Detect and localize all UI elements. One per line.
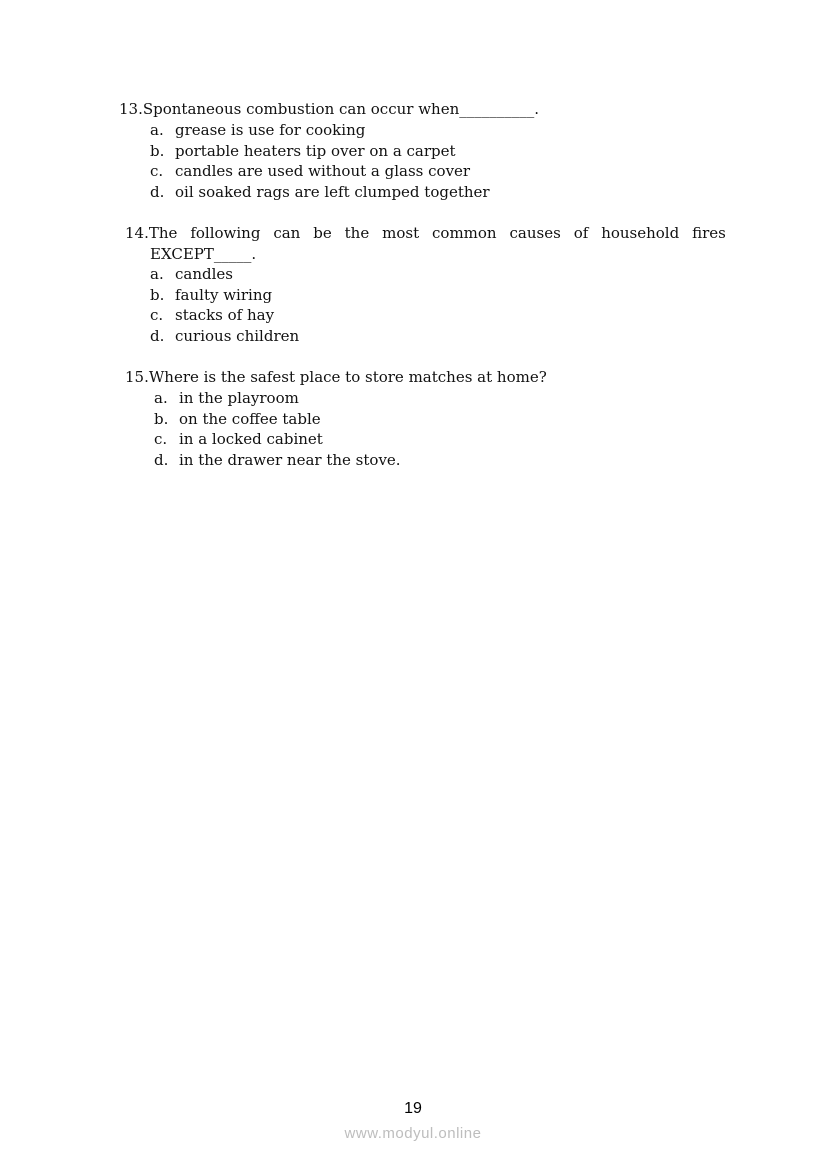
option-letter: a. (150, 265, 164, 283)
question-14 (125, 223, 726, 264)
option-text: faulty wiring (175, 285, 273, 304)
option-letter: c. (150, 306, 164, 325)
stem-word: household (601, 224, 680, 242)
stem-word: of (573, 224, 589, 242)
option-14b (150, 285, 272, 306)
option-13d (150, 182, 490, 203)
option-text: on the coffee table (179, 409, 321, 428)
stem-word: fires (692, 224, 726, 242)
option-text: grease is use for cooking (175, 121, 366, 139)
option-letter: d. (150, 326, 165, 345)
stem-word: most (382, 224, 420, 242)
option-letter: b. (150, 141, 165, 160)
option-13b (150, 141, 456, 162)
option-text: in a locked cabinet (179, 430, 323, 449)
stem-word: common (432, 224, 497, 242)
option-letter: a. (154, 389, 168, 407)
option-letter: d. (154, 450, 169, 469)
option-13a (150, 120, 365, 141)
option-text: oil soaked rags are left clumped together (175, 182, 490, 201)
option-text: in the drawer near the stove. (179, 450, 401, 469)
option-letter: c. (150, 162, 164, 181)
option-14d (150, 326, 299, 347)
question-stem-line-2: EXCEPT_____. (150, 244, 257, 263)
stem-word: be (313, 224, 332, 242)
option-13c (150, 161, 470, 182)
question-number-and-word (125, 223, 177, 244)
question-13 (119, 99, 539, 120)
option-letter: c. (154, 430, 168, 449)
option-letter: b. (150, 285, 165, 304)
stem-word: following (190, 224, 261, 242)
stem-word: causes (509, 224, 561, 242)
question-number: 14. (125, 224, 149, 242)
question-stem-line-1 (125, 223, 726, 244)
option-letter: a. (150, 121, 164, 139)
stem-word: the (344, 224, 370, 242)
option-letter: b. (154, 409, 169, 428)
option-text: stacks of hay (175, 306, 275, 325)
question-number: 13. (119, 100, 143, 118)
question-number: 15. (125, 368, 149, 386)
option-14c (150, 305, 274, 326)
stem-word: The (148, 224, 178, 242)
watermark: www.modyul.online (344, 1125, 482, 1142)
option-text: in the playroom (179, 389, 299, 407)
option-text: candles are used without a glass cover (175, 162, 471, 181)
stem-word: can (273, 224, 301, 242)
option-15d (154, 450, 401, 471)
option-15c (154, 429, 323, 450)
option-14a (150, 264, 233, 285)
option-text: curious children (175, 326, 300, 345)
option-15b (154, 409, 321, 430)
question-stem: Spontaneous combustion can occur when__________. (142, 100, 540, 118)
question-stem: Where is the safest place to store matches at home? (148, 368, 547, 386)
option-15a (154, 388, 299, 409)
option-text: portable heaters tip over on a carpet (175, 141, 456, 160)
page-number: 19 (404, 1100, 422, 1117)
question-15 (125, 367, 547, 388)
option-text: candles (175, 265, 233, 283)
option-letter: d. (150, 182, 165, 201)
